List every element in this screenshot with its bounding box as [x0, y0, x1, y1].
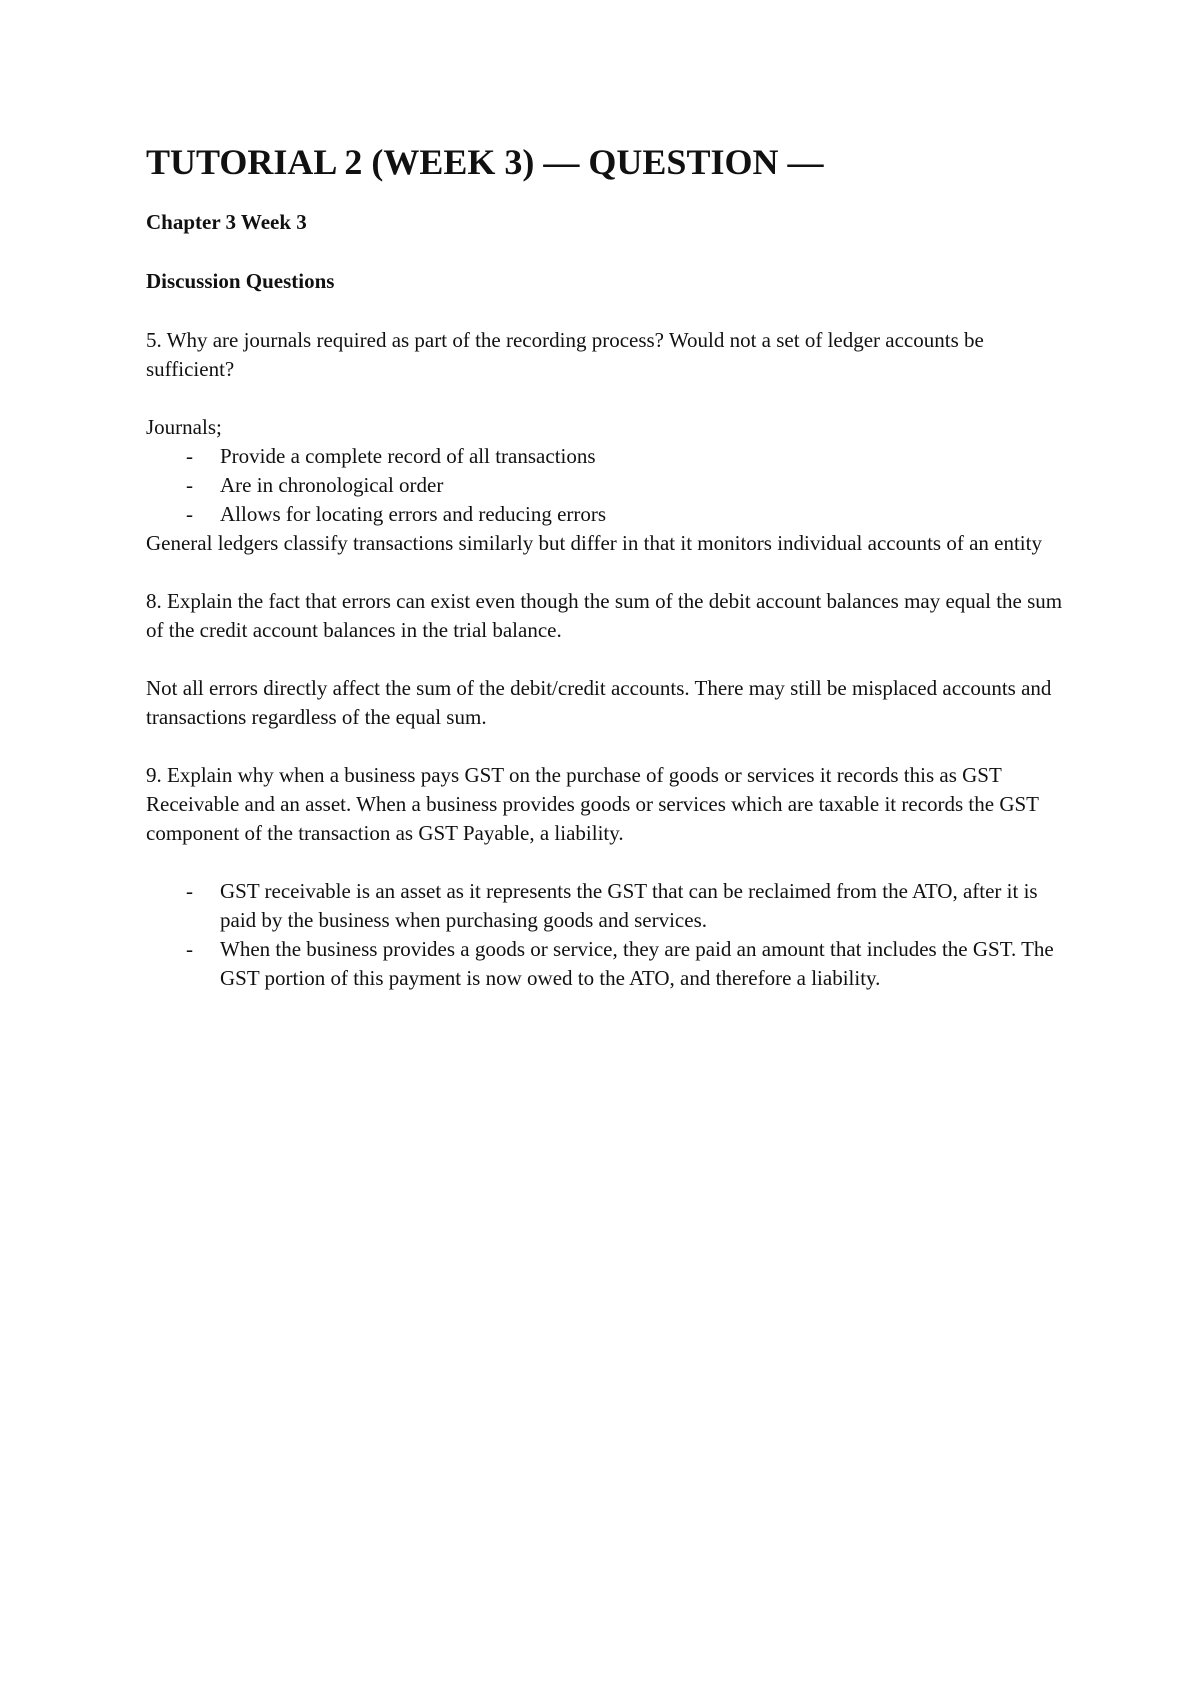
q5-conclusion: General ledgers classify transactions similarly but differ in that it monitors individual accounts of an entity [146, 531, 1042, 555]
section-heading: Discussion Questions [146, 269, 335, 293]
question-5: 5. Why are journals required as part of the recording process? Would not a set of ledger accounts be sufficient? [146, 328, 984, 381]
list-item-text: GST receivable is an asset as it represents the GST that can be reclaimed from the ATO, after it is paid by the business when purchasing goods and services. [220, 879, 1038, 932]
list-item [146, 442, 1076, 471]
chapter-heading: Chapter 3 Week 3 [146, 210, 307, 234]
dash-marker: - [186, 879, 193, 903]
document-title: TUTORIAL 2 (WEEK 3) — QUESTION — [146, 142, 824, 182]
dash-marker: - [186, 444, 193, 468]
list-item [146, 471, 1076, 500]
list-item-text: When the business provides a goods or service, they are paid an amount that includes the GST. The GST portion of this payment is now owed to the ATO, and therefore a liability. [220, 937, 1054, 990]
list-item [146, 500, 1076, 529]
question-8: 8. Explain the fact that errors can exist even though the sum of the debit account balances may equal the sum of the credit account balances in the trial balance. [146, 589, 1063, 642]
list-item-text: Are in chronological order [220, 473, 444, 497]
q5-answer-intro: Journals; [146, 415, 222, 439]
list-item-text: Allows for locating errors and reducing errors [220, 502, 607, 526]
document-body [146, 140, 1076, 993]
q9-bullet-list [146, 877, 1076, 993]
dash-marker: - [186, 502, 193, 526]
dash-marker: - [186, 937, 193, 961]
dash-marker: - [186, 473, 193, 497]
question-9: 9. Explain why when a business pays GST on the purchase of goods or services it records this as GST Receivable and an asset. When a business provides goods or services which are taxable it records the GST component of the transaction as GST Payable, a liability. [146, 763, 1039, 845]
list-item [146, 935, 1076, 993]
q5-bullet-list [146, 442, 1076, 529]
list-item-text: Provide a complete record of all transactions [220, 444, 596, 468]
q8-answer: Not all errors directly affect the sum of the debit/credit accounts. There may still be misplaced accounts and transactions regardless of the equal sum. [146, 676, 1052, 729]
list-item [146, 877, 1076, 935]
